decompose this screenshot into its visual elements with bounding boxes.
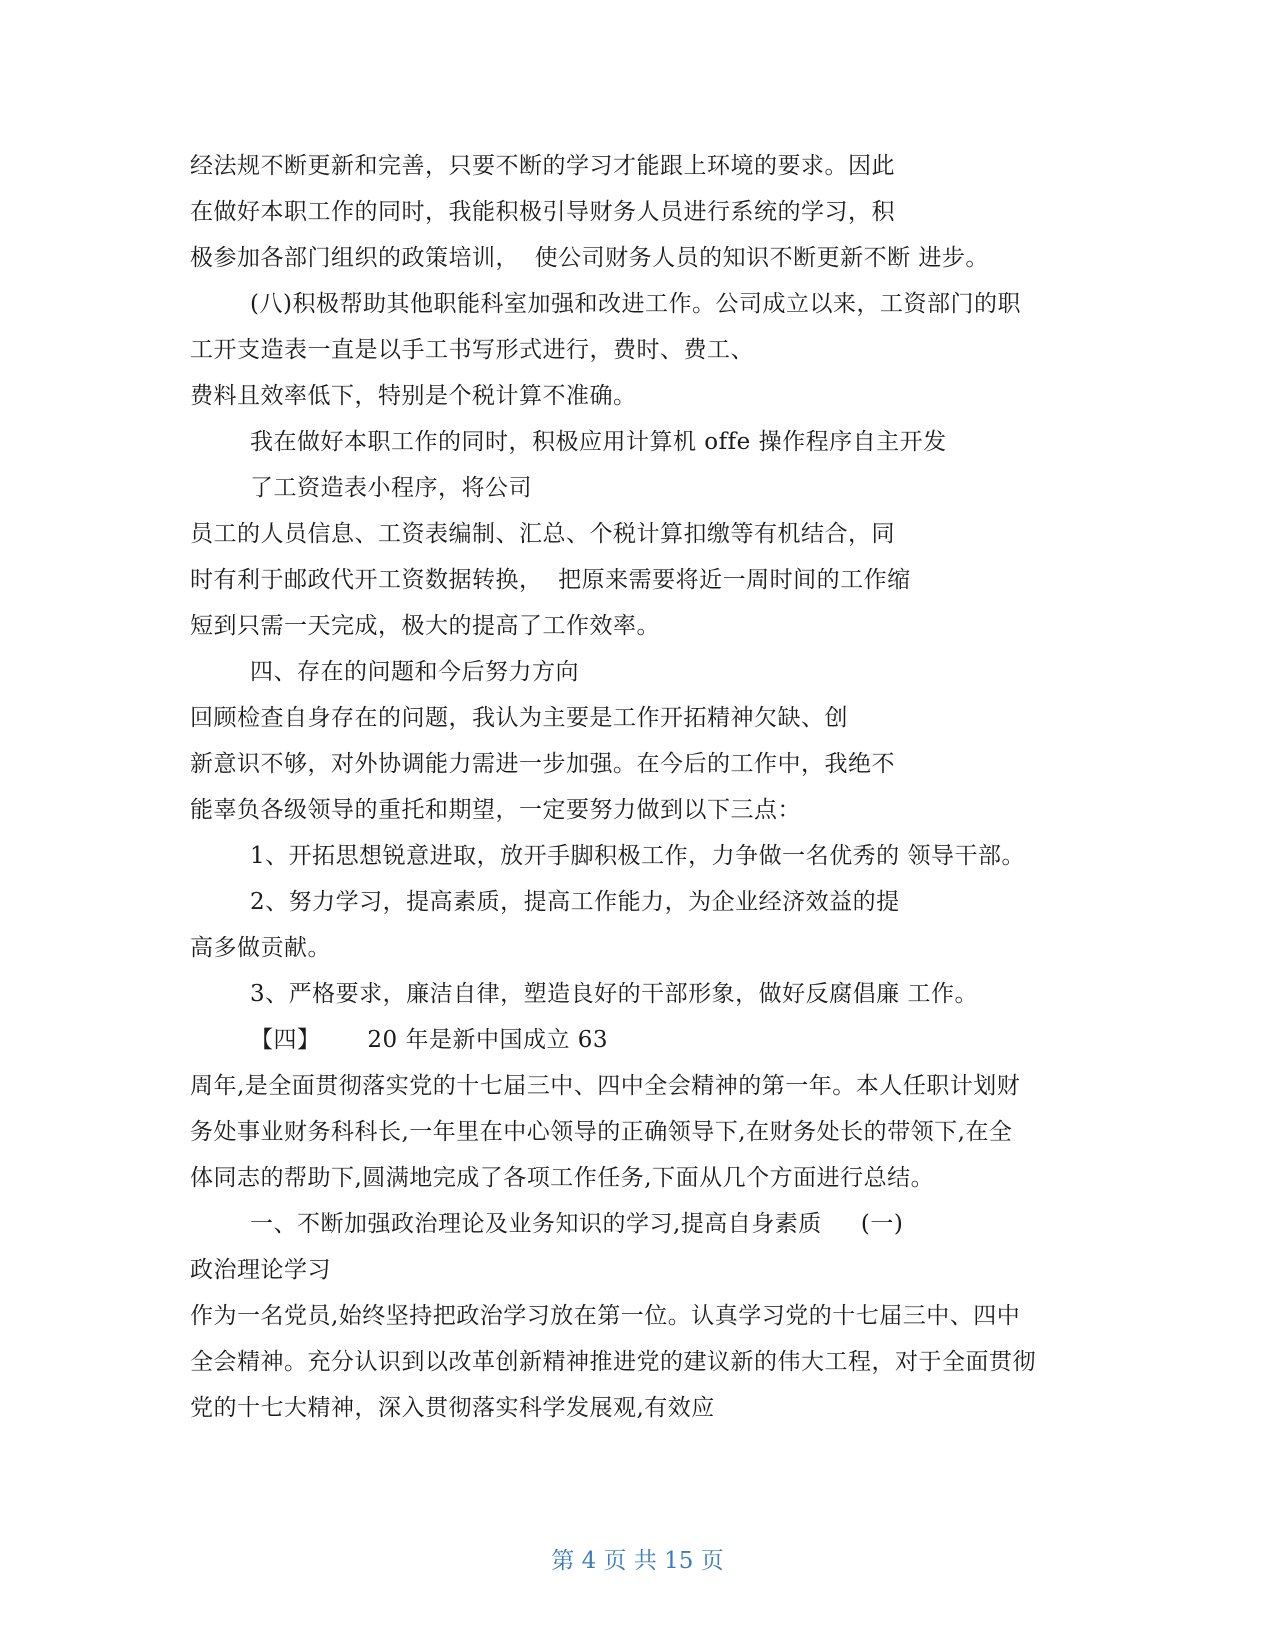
text-line: 经法规不断更新和完善，只要不断的学习才能跟上环境的要求。因此	[190, 153, 895, 179]
text-line: 回顾检查自身存在的问题，我认为主要是工作开拓精神欠缺、创	[190, 705, 848, 731]
list-item: 1、开拓思想锐意进取，放开手脚积极工作，力争做一名优秀的 领导干部。	[250, 843, 1025, 869]
text-line: 高多做贡献。	[190, 935, 331, 961]
text-line: 费料且效率低下，特别是个税计算不准确。	[190, 383, 637, 409]
text-line: 员工的人员信息、工资表编制、汇总、个税计算扣缴等有机结合，同	[190, 521, 895, 547]
text-line: 工开支造表一直是以手工书写形式进行，费时、费工、	[190, 337, 754, 363]
text-line: 新意识不够，对外协调能力需进一步加强。在今后的工作中，我绝不	[190, 751, 895, 777]
page-number: 第 4 页 共 15 页	[551, 1548, 724, 1574]
text-line: 作为一名党员,始终坚持把政治学习放在第一位。认真学习党的十七届三中、四中	[190, 1303, 1021, 1329]
list-item: 3、严格要求，廉洁自律，塑造良好的干部形象，做好反腐倡廉 工作。	[250, 981, 978, 1007]
text-line: 极参加各部门组织的政策培训， 使公司财务人员的知识不断更新不断 进步。	[190, 245, 989, 271]
text-line: 在做好本职工作的同时，我能积极引导财务人员进行系统的学习，积	[190, 199, 895, 225]
text-line: 党的十七大精神，深入贯彻落实科学发展观,有效应	[190, 1395, 715, 1421]
text-line: (八)积极帮助其他职能科室加强和改进工作。公司成立以来，工资部门的职	[250, 291, 1021, 317]
text-line: 务处事业财务科科长,一年里在中心领导的正确领导下,在财务处长的带领下,在全	[190, 1119, 1013, 1145]
text-line: 了工资造表小程序，将公司	[250, 475, 532, 501]
text-line: 我在做好本职工作的同时，积极应用计算机 offe 操作程序自主开发	[250, 429, 947, 455]
section-heading: 【四】 20 年是新中国成立 63	[250, 1027, 609, 1053]
list-item: 2、努力学习，提高素质，提高工作能力，为企业经济效益的提	[250, 889, 900, 915]
text-line: 政治理论学习	[190, 1257, 331, 1283]
section-heading: 四、存在的问题和今后努力方向	[250, 659, 579, 685]
text-line: 时有利于邮政代开工资数据转换， 把原来需要将近一周时间的工作缩	[190, 567, 911, 593]
text-line: 短到只需一天完成，极大的提高了工作效率。	[190, 613, 660, 639]
text-line: 周年,是全面贯彻落实党的十七届三中、四中全会精神的第一年。本人任职计划财	[190, 1073, 1021, 1099]
section-heading: 一、不断加强政治理论及业务知识的学习,提高自身素质 (一)	[250, 1211, 904, 1237]
text-line: 能辜负各级领导的重托和期望，一定要努力做到以下三点：	[190, 797, 801, 823]
text-line: 全会精神。充分认识到以改革创新精神推进党的建议新的伟大工程，对于全面贯彻	[190, 1349, 1036, 1375]
text-line: 体同志的帮助下,圆满地完成了各项工作任务,下面从几个方面进行总结。	[190, 1165, 935, 1191]
